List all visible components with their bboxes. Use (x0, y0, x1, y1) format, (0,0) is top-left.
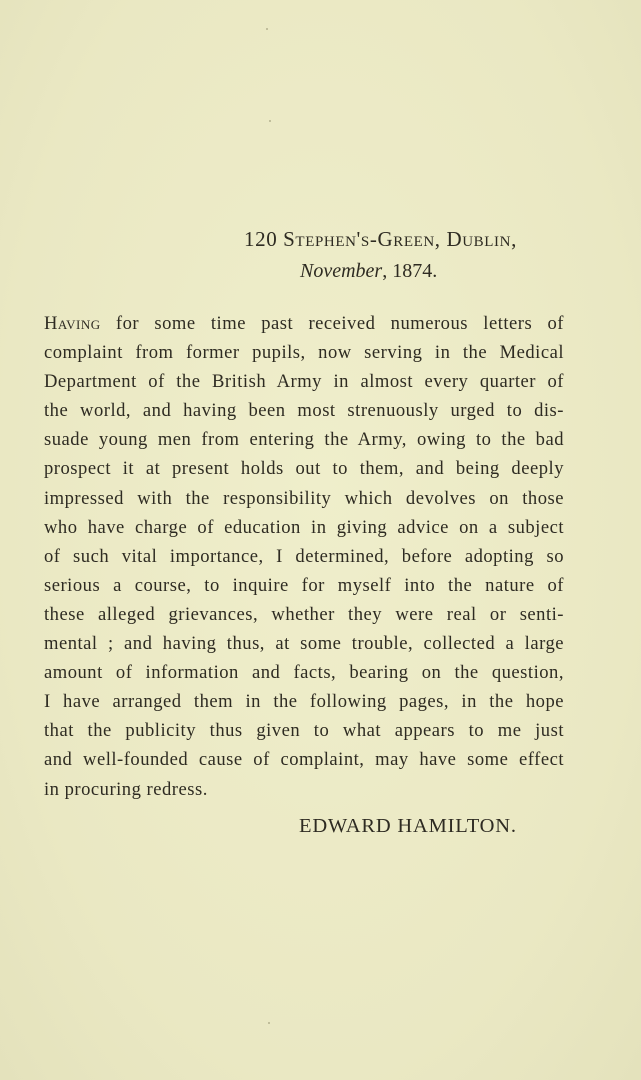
body-line: of such vital importance, I determined, before adopting so (44, 545, 564, 567)
paper-speck (266, 28, 268, 30)
body-line: these alleged grievances, whether they were real or senti- (44, 603, 564, 625)
body-line: amount of information and facts, bearing on the question, (44, 662, 564, 684)
body-line: prospect it at present holds out to them, and being deeply (44, 458, 564, 480)
date-year: 1874. (392, 260, 438, 282)
body-line: impressed with the responsibility which devolves on those (44, 487, 564, 509)
letter-body (44, 309, 564, 804)
paper-speck (268, 1022, 270, 1024)
body-line: complaint from former pupils, now serving in the Medical (44, 342, 564, 364)
date-month: November (300, 260, 383, 282)
body-line: and well-founded cause of complaint, may have some effect (44, 749, 564, 771)
opening-word: Having (44, 313, 101, 334)
body-line: that the publicity thus given to what appears to me just (44, 720, 564, 742)
body-line: who have charge of education in giving advice on a subject (44, 516, 564, 538)
body-line: the world, and having been most strenuously urged to dis- (44, 400, 564, 422)
body-line-last: in procuring redress. (44, 778, 208, 800)
body-line: mental ; and having thus, at some trouble, collected a large (44, 633, 564, 655)
paper-speck (269, 120, 271, 122)
body-line-first: Having for some time past received numerous letters of (44, 313, 564, 334)
address-line (244, 227, 517, 252)
signature: EDWARD HAMILTON. (299, 815, 517, 837)
body-line: I have arranged them in the following pages, in the hope (44, 691, 564, 713)
body-line: serious a course, to inquire for myself into the nature of (44, 574, 564, 596)
body-line: suade young men from entering the Army, owing to the bad (44, 429, 564, 451)
date-line: November, 1874. (300, 260, 438, 282)
address-text: 120 Stephen's-Green, Dublin, (244, 227, 517, 251)
body-line: Department of the British Army in almost every quarter of (44, 371, 564, 393)
